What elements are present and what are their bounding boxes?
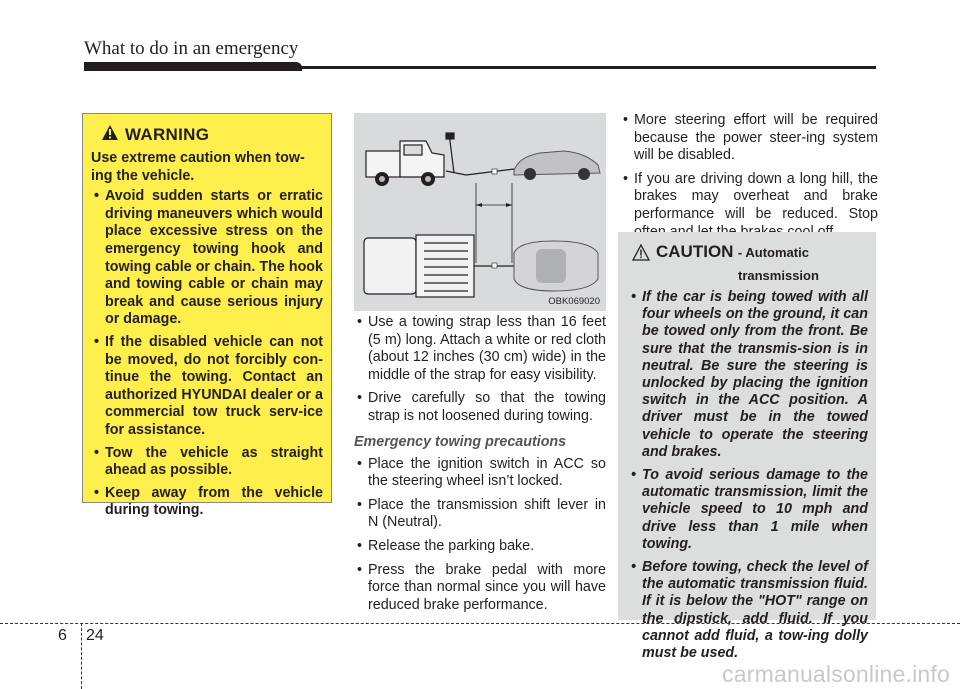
caution-subtitle: - Automatic [737, 245, 809, 260]
warning-box [82, 113, 332, 519]
caution-header [632, 242, 868, 266]
tow-truck-top [364, 235, 474, 297]
warning-title: WARNING [125, 125, 210, 144]
warning-intro: Use extreme caution when tow-ing the vehicle. [91, 150, 305, 184]
towing-strap-list [354, 314, 606, 426]
footer-rule [0, 623, 960, 624]
footer-divider [81, 623, 82, 689]
caution-list [628, 289, 868, 662]
watermark: carmanualsonline.info [722, 661, 950, 687]
warning-item: • Tow the vehicle as straight ahead as possible. [91, 445, 323, 480]
list-item: • More steering effort will be required because the power steer-ing system will be disabled. [620, 112, 878, 165]
page-number: 24 [86, 627, 104, 644]
warning-item: • Avoid sudden starts or erratic driving maneuvers which would place excessive stress on the emergency towing hook and towing cable or chain. The hook and towing cable or chain may break and cause serious injury or damage. [91, 188, 323, 329]
header-rule [84, 66, 876, 69]
caution-item: • To avoid serious damage to the automatic transmission, limit the vehicle speed to 10 mph and drive less than 1 mile when towing. [628, 467, 868, 553]
tow-truck-illustration [354, 113, 606, 311]
continued-precautions-column [620, 112, 878, 247]
section-subheading: Emergency towing precautions [354, 433, 567, 450]
precautions-list [354, 456, 606, 615]
caution-item: • If the car is being towed with all four wheels on the ground, it can be towed only from the front. Be sure that the transmis-sion is in neutral. Be sure the steering is unlocked by placing the ignition switch in the ACC position. A driver must be in the towed vehicle to operate the steering and brakes. [628, 289, 868, 461]
caution-box [618, 232, 876, 662]
list-item: • Place the transmission shift lever in N (Neutral). [354, 497, 606, 532]
towing-illustration [354, 113, 606, 311]
warning-header [101, 124, 323, 146]
list-item: • Use a towing strap less than 16 feet (5 m) long. Attach a white or red cloth (about 12 inches (30 cm) wide) in the middle of the strap for easy visibility. [354, 314, 606, 384]
caution-subtitle-line2: transmission [738, 268, 819, 283]
warning-triangle-icon [101, 124, 119, 146]
list-item: • Press the brake pedal with more force than normal since you will have reduced brake performance. [354, 562, 606, 615]
figure-code: OBK069020 [548, 296, 600, 307]
list-item: • Drive carefully so that the towing strap is not loosened during towing. [354, 390, 606, 425]
caution-triangle-icon [632, 242, 650, 266]
page-header-title: What to do in an emergency [84, 38, 299, 59]
list-item: • Release the parking bake. [354, 538, 606, 556]
warning-list [91, 188, 323, 520]
tow-truck-side [366, 133, 466, 177]
towed-car-side [514, 151, 600, 180]
towed-car-top [514, 241, 598, 291]
list-item: • Place the ignition switch in ACC so the steering wheel isn’t locked. [354, 456, 606, 491]
caution-item: • Before towing, check the level of the automatic transmission fluid. If it is below the "HOT" range on the dipstick, add fluid. If you cannot add fluid, a tow-ing dolly must be used. [628, 559, 868, 662]
caution-title: CAUTION [656, 242, 734, 261]
chapter-number: 6 [58, 627, 67, 644]
warning-item: • If the disabled vehicle can not be moved, do not forcibly con-tinue the towing. Contact an authorized HYUNDAI dealer or a commercial tow truck serv-ice for assistance. [91, 334, 323, 440]
towing-instructions-column [354, 314, 606, 620]
continued-list [620, 112, 878, 241]
list-item: • If you are driving down a long hill, the brakes may overheat and brake performance will be reduced. Stop [620, 171, 878, 241]
warning-item: • Keep away from the vehicle during towing. [91, 485, 323, 520]
